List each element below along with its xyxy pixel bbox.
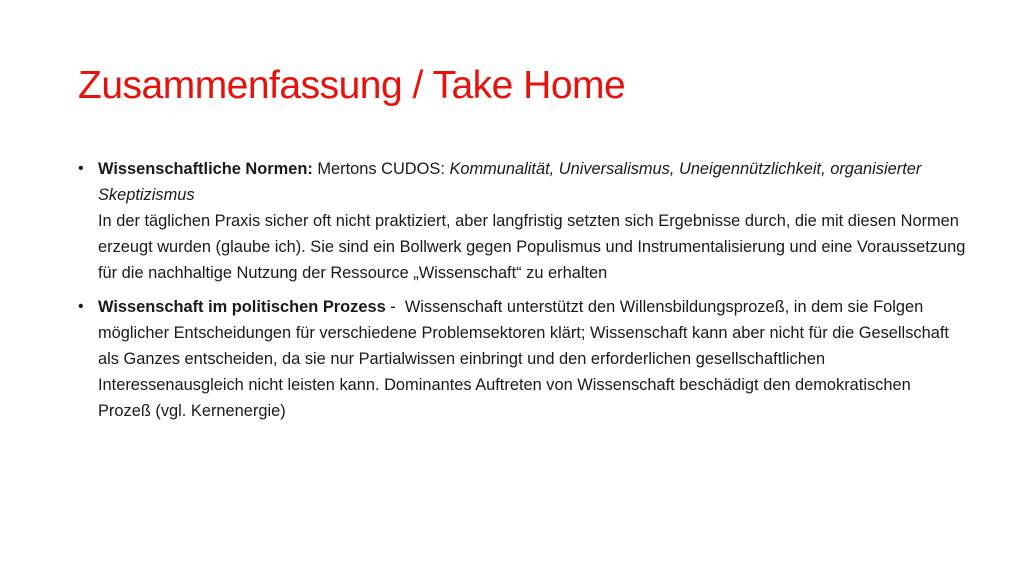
bullet-marker: • <box>78 298 84 315</box>
bullet-intro: - <box>385 298 405 316</box>
bullet-list <box>78 156 968 432</box>
bullet-italic-text: Kommunalität, Universalismus, Uneigennützlichkeit, organisierter Skeptizismus <box>98 160 922 204</box>
bullet-heading: Wissenschaft im politischen Prozess <box>98 298 386 316</box>
bullet-item-norms <box>78 156 968 286</box>
bullet-body: Wissenschaft unterstützt den Willensbildungsprozeß, in dem sie Folgen möglicher Entscheidungen für verschiedene Problemsektoren klärt; Wissenschaft kann aber nicht für die Gesellschaft als Ganzes entscheiden, da sie nur Partialwissen einbringt und den erforderlichen gesellschaftlichen Interessenausgleich nicht leisten kann. Dominantes Auftreten von Wissenschaft beschädigt den demokratischen Prozeß (vgl. Kernenergie) <box>98 298 949 420</box>
bullet-body: In der täglichen Praxis sicher oft nicht praktiziert, aber langfristig setzten sich Ergebnisse durch, die mit diesen Normen erzeugt wurden (glaube ich). Sie sind ein Bollwerk gegen Populismus und Instrumentalisierung und eine Voraussetzung für die nachhaltige Nutzung der Ressource „Wissenschaft“ zu erhalten <box>98 212 966 282</box>
bullet-heading: Wissenschaftliche Normen: <box>98 160 313 178</box>
bullet-item-politics <box>78 294 968 424</box>
bullet-intro: Mertons CUDOS: <box>312 160 450 178</box>
bullet-marker: • <box>78 160 84 177</box>
slide-title: Zusammenfassung / Take Home <box>78 64 626 107</box>
